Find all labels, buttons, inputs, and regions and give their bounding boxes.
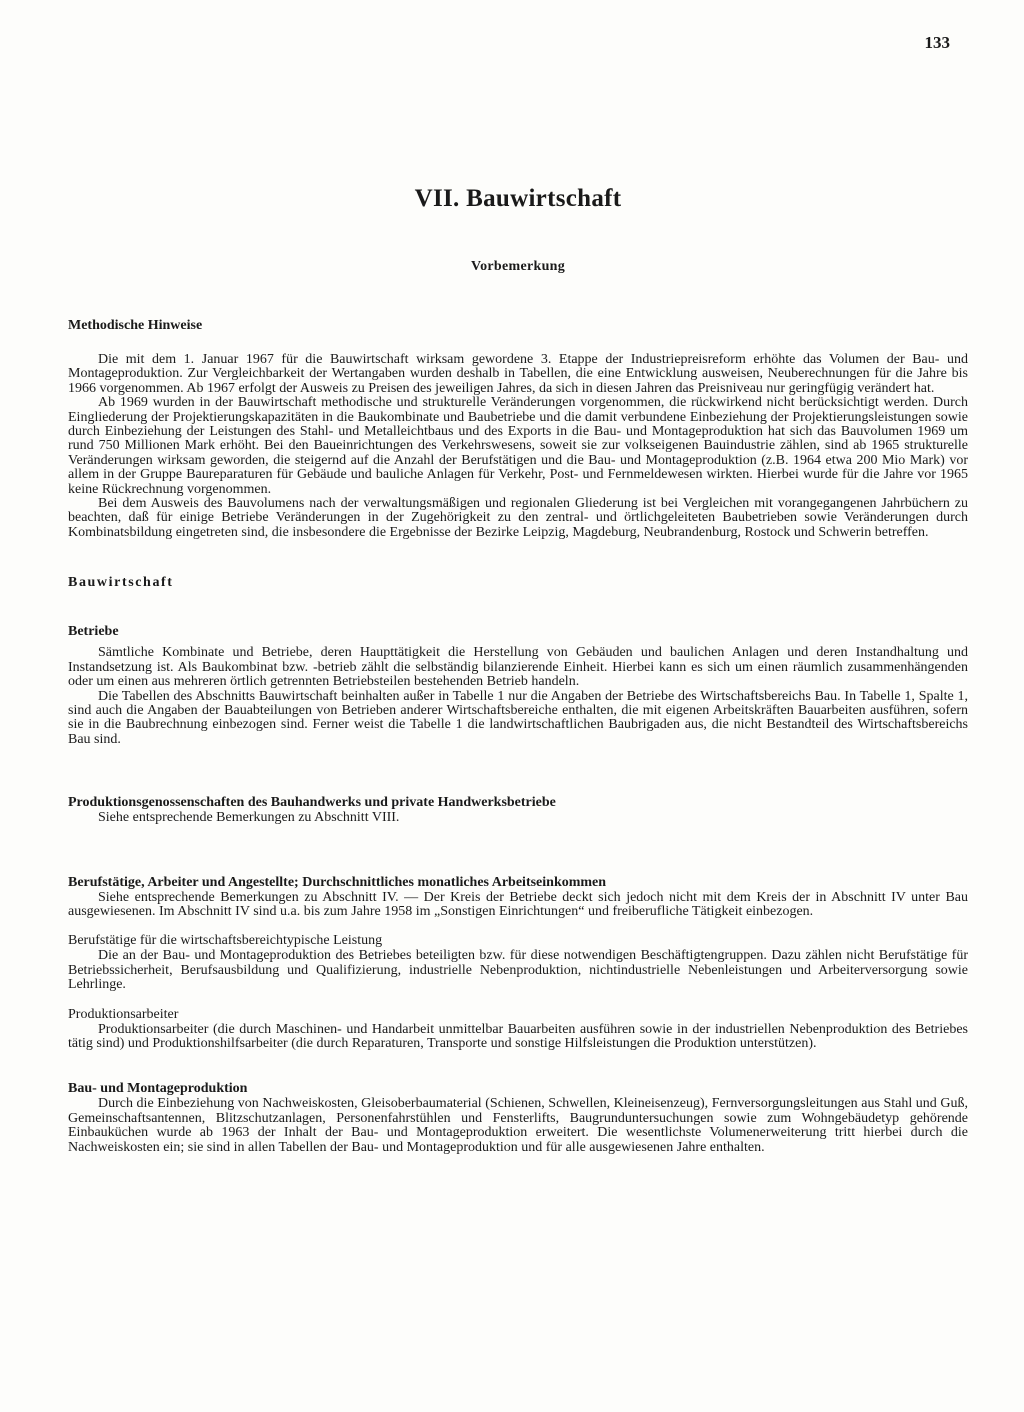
preface-heading: Vorbemerkung — [470, 259, 566, 274]
section-produktionsgenossenschaften — [68, 795, 968, 825]
subsection-heading: Berufstätige für die wirtschaftsbereichtypische Leistung — [68, 933, 383, 949]
document-page — [68, 28, 968, 1155]
paragraph: Sämtliche Kombinate und Betriebe, deren Haupttätigkeit die Herstellung von Gebäuden und baulichen Anlagen und deren Instandhaltung und Instandsetzung ist. Als Baukombinat bzw. -betrieb zählt die selbständig bilanzierende Einheit. Hierbei kann es sich um einen räumlich zusammenhängenden oder um einen aus mehreren örtlich getrennten Betriebsteilen bestehenden Betrieb handeln. — [68, 645, 968, 690]
section-bau-montageproduktion — [68, 1081, 968, 1155]
paragraph: Siehe entsprechende Bemerkungen zu Abschnitt VIII. — [98, 810, 400, 826]
section-bauwirtschaft — [68, 575, 968, 747]
section-methodische-hinweise — [68, 318, 968, 540]
section-heading: Produktionsgenossenschaften des Bauhandwerks und private Handwerksbetriebe — [68, 795, 556, 811]
section-heading: Methodische Hinweise — [68, 318, 203, 333]
section-heading: Bau- und Montageproduktion — [68, 1081, 248, 1097]
subsection-heading-betriebe: Betriebe — [68, 624, 119, 640]
paragraph: Ab 1969 wurden in der Bauwirtschaft methodische und strukturelle Veränderungen vorgenommen, die rückwirkend nicht berücksichtigt werden. Durch Eingliederung der Projektierungskapazitäten in die Baukombinate und Baubetriebe und die damit verbundene Einbeziehung der Projektierungsleistungen sowie durch Einbeziehung der Leistungen des Stahl- und Metalleichtbaus und des Exports in die Bau- und Montageproduktion hat sich das Bauvolumen 1969 um rund 750 Millionen Mark erhöht. Bei den Baueinrichtungen des Verkehrswesens, soweit sie zur volkseigenen Bauindustrie zählen, sind ab 1965 strukturelle Veränderungen wirksam geworden, die steigernd auf die Anzahl der Berufstätigen und die Bau- und Montageproduktion (z.B. 1964 etwa 200 Mio Mark) vor allem in der Gruppe Baureparaturen für Gebäude und bauliche Anlagen für Verkehr, Post- und Fernmeldewesen wirkten. Hierbei wurde für die Jahre vor 1965 keine Rückrechnung vorgenommen. — [68, 395, 968, 497]
section-heading: Bauwirtschaft — [68, 575, 174, 591]
paragraph: Die mit dem 1. Januar 1967 für die Bauwirtschaft wirksam gewordene 3. Etappe der Industriepreisreform erhöhte das Volumen der Bau- und Montageproduktion. Zur Vergleichbarkeit der Wertangaben wurden deshalb in Tabellen, die eine Entwicklung ausweisen, Neuberechnungen für die Jahre bis 1966 vorgenommen. Ab 1967 erfolgt der Ausweis zu Preisen des jeweiligen Jahres, da sich in diesen Jahren das Preisniveau nur geringfügig verändert hat. — [68, 352, 968, 396]
paragraph: Bei dem Ausweis des Bauvolumens nach der verwaltungsmäßigen und regionalen Gliederung ist bei Vergleichen mit vorangegangenen Jahrbüchern zu beachten, daß für einige Betriebe Veränderungen in der Zugehörigkeit zu den zentral- und örtlichgeleiteten Baubetrieben sowie Veränderungen durch Kombinatsbildung eingetreten sind, die insbesondere die Ergebnisse der Bezirke Leipzig, Magdeburg, Neubrandenburg, Rostock und Schwerin betreffen. — [68, 496, 968, 540]
paragraph: Durch die Einbeziehung von Nachweiskosten, Gleisoberbaumaterial (Schienen, Schwellen, Kleineisenzeug), Fernversorgungsleitungen aus Stahl und Guß, Gemeinschaftsantennen, Blitzschutzanlagen, Personenfahrstühlen und Fensterlifts, Baugrunduntersuchungen sowie zum Wohngebäudetyp gehörende Einbauküchen wurde ab 1963 der Inhalt der Bau- und Montageproduktion erweitert. Die wesentlichste Volumenerweiterung tritt hierbei durch die Nachweiskosten ein; sie sind in allen Tabellen der Bau- und Montageproduktion und für alle ausgewiesenen Jahre enthalten. — [68, 1096, 968, 1155]
paragraph: Siehe entsprechende Bemerkungen zu Abschnitt IV. — Der Kreis der Betriebe deckt sich jedoch nicht mit dem Kreis der in Abschnitt IV unter Bau ausgewiesenen. Im Abschnitt IV sind u.a. bis zum Jahre 1958 im „Sonstigen Einrichtungen“ und freiberufliche Tätigkeit einbezogen. — [68, 889, 968, 919]
paragraph: Produktionsarbeiter (die durch Maschinen- und Handarbeit unmittelbar Bauarbeiten ausführen sowie in der industriellen Nebenproduktion des Betriebes tätig sind) und Produktionshilfsarbeiter (die durch Reparaturen, Transporte und sonstige Hilfsleistungen die Produktion unterstützen). — [68, 1021, 968, 1051]
page-number: 133 — [924, 33, 950, 52]
section-berufstaetige — [68, 875, 968, 1052]
chapter-title: VII. Bauwirtschaft — [414, 185, 622, 212]
section-heading: Berufstätige, Arbeiter und Angestellte; Durchschnittliches monatliches Arbeitseinkommen — [68, 874, 607, 890]
subsection-heading: Produktionsarbeiter — [68, 1006, 179, 1022]
paragraph: Die Tabellen des Abschnitts Bauwirtschaft beinhalten außer in Tabelle 1 nur die Angaben der Betriebe des Wirtschaftsbereichs Bau. In Tabelle 1, Spalte 1, sind auch die Angaben der Bauabteilungen von Betrieben anderer Wirtschaftsbereiche enthalten, die mit eigenen Arbeitskräften Bauarbeiten ausführen, sofern sie in die Baubrechnung einbezogen sind. Ferner weist die Tabelle 1 die landwirtschaftlichen Baubrigaden aus, die nicht Bestandteil des Wirtschaftsbereichs Bau sind. — [68, 688, 968, 747]
paragraph: Die an der Bau- und Montageproduktion des Betriebes beteiligten bzw. für diese notwendigen Beschäftigtengruppen. Dazu zählen nicht Berufstätige für Betriebssicherheit, Berufsausbildung und Qualifizierung, industrielle Nebenproduktion, nichtindustrielle Nebenleistungen und Arbeiterversorgung sowie Lehrlinge. — [68, 948, 968, 993]
